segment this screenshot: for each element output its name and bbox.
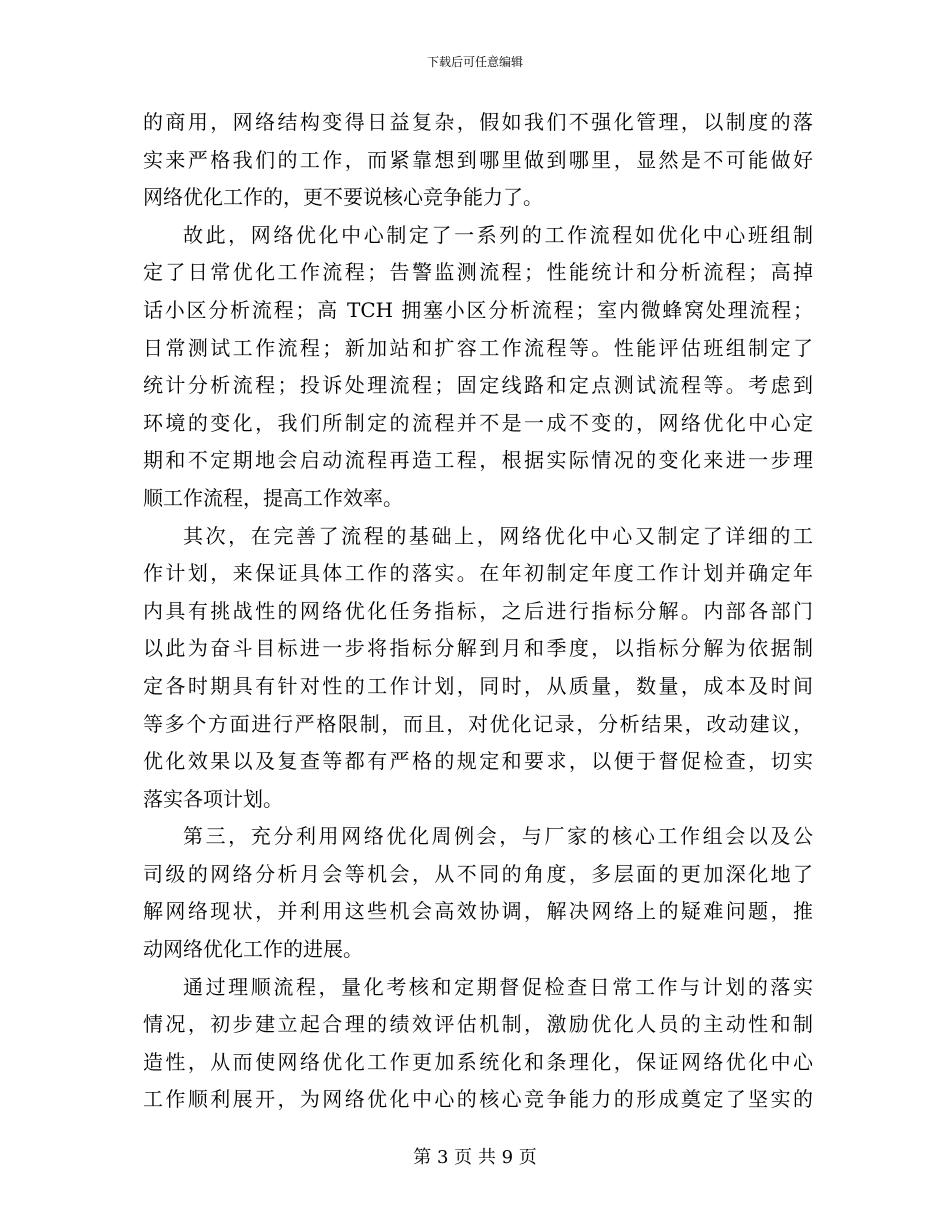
text-line: 作计划，来保证具体工作的落实。在年初制定年度工作计划并确定年 [143, 561, 813, 586]
text-line: 工作顺利展开，为网络优化中心的核心竞争能力的形成奠定了坚实的 [143, 1087, 813, 1112]
text-line: 实来严格我们的工作，而紧靠想到哪里做到哪里，显然是不可能做好 [143, 147, 813, 172]
text-line: 期和不定期地会启动流程再造工程，根据实际情况的变化来进一步理 [143, 448, 813, 473]
text-line: 环境的变化，我们所制定的流程并不是一成不变的，网络优化中心定 [143, 410, 813, 435]
text-line: 定各时期具有针对性的工作计划，同时，从质量，数量，成本及时间 [143, 673, 813, 698]
text-line: 等多个方面进行严格限制，而且，对优化记录，分析结果，改动建议， [143, 711, 813, 736]
text-line: 第三，充分利用网络优化周例会，与厂家的核心工作组会以及公 [183, 824, 813, 849]
page-number: 第 3 页 共 9 页 [413, 1147, 537, 1168]
text-line: 造性，从而使网络优化工作更加系统化和条理化，保证网络优化中心 [143, 1049, 813, 1074]
document-body [143, 104, 813, 1119]
text-line: 网络优化工作的，更不要说核心竞争能力了。 [143, 185, 543, 210]
text-line: 动网络优化工作的进展。 [143, 937, 363, 962]
text-line: 定了日常优化工作流程；告警监测流程；性能统计和分析流程；高掉 [143, 260, 813, 285]
text-line: 故此，网络优化中心制定了一系列的工作流程如优化中心班组制 [183, 222, 813, 247]
text-line: 优化效果以及复查等都有严格的规定和要求，以便于督促检查，切实 [143, 749, 813, 774]
text-line: 通过理顺流程，量化考核和定期督促检查日常工作与计划的落实 [183, 974, 813, 999]
text-line: 内具有挑战性的网络优化任务指标，之后进行指标分解。内部各部门 [143, 598, 813, 623]
text-line: 司级的网络分析月会等机会，从不同的角度，多层面的更加深化地了 [143, 861, 813, 886]
text-line: 落实各项计划。 [143, 786, 283, 811]
text-line: 解网络现状，并利用这些机会高效协调，解决网络上的疑难问题，推 [143, 899, 813, 924]
text-line: 日常测试工作流程；新加站和扩容工作流程等。性能评估班组制定了 [143, 335, 813, 360]
text-line: 其次，在完善了流程的基础上，网络优化中心又制定了详细的工 [183, 523, 813, 548]
text-line: 情况，初步建立起合理的绩效评估机制，激励优化人员的主动性和制 [143, 1012, 813, 1037]
text-line: 统计分析流程；投诉处理流程；固定线路和定点测试流程等。考虑到 [143, 373, 813, 398]
text-line: 的商用，网络结构变得日益复杂，假如我们不强化管理，以制度的落 [143, 110, 813, 134]
text-line: 以此为奋斗目标进一步将指标分解到月和季度，以指标分解为依据制 [143, 636, 813, 661]
text-line: 话小区分析流程；高 TCH 拥塞小区分析流程；室内微蜂窝处理流程； [143, 297, 813, 322]
text-line: 顺工作流程，提高工作效率。 [143, 485, 403, 510]
page-header: 下载后可任意编辑 [426, 55, 523, 69]
